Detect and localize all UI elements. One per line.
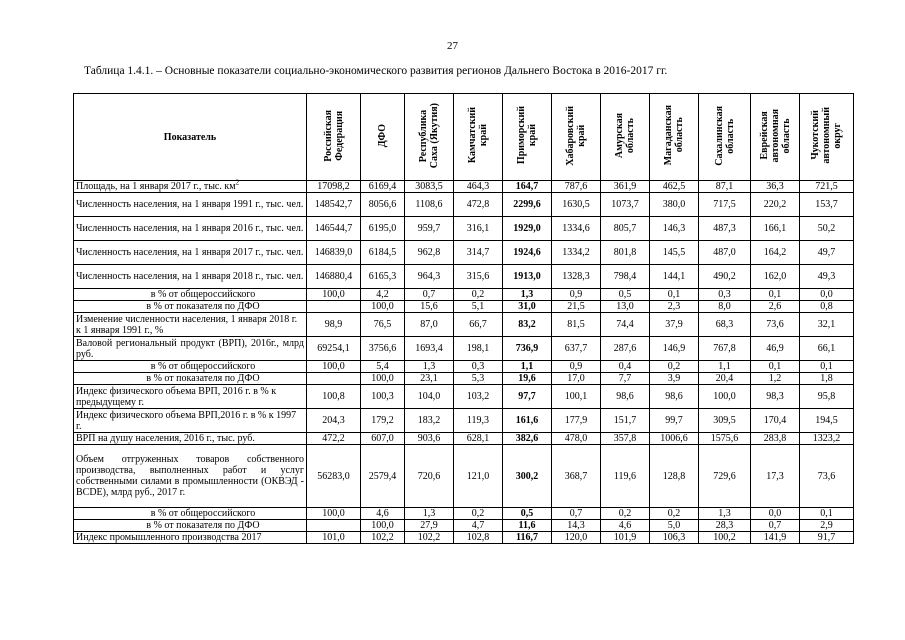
- table-cell: 1073,7: [601, 193, 650, 217]
- table-row: [74, 520, 854, 532]
- table-cell: 183,2: [405, 409, 454, 433]
- table-cell: 15,6: [405, 301, 454, 313]
- table-cell: 607,0: [361, 433, 405, 445]
- table-cell: 4,2: [361, 289, 405, 301]
- table-row: [74, 181, 854, 193]
- table-cell: 382,6: [503, 433, 552, 445]
- table-cell: 1575,6: [699, 433, 751, 445]
- row-label-text: в % от общероссийского: [150, 508, 256, 519]
- row-label-text: в % от общероссийского: [150, 289, 256, 300]
- table-cell: 36,3: [751, 181, 800, 193]
- table-cell: 628,1: [454, 433, 503, 445]
- table-cell: 717,5: [699, 193, 751, 217]
- table-cell: 73,6: [751, 313, 800, 337]
- column-header: [405, 94, 454, 181]
- column-header-label: Амурская область: [614, 112, 636, 159]
- table-cell: 119,6: [601, 445, 650, 508]
- table-row: [74, 313, 854, 337]
- table-cell: 0,5: [503, 508, 552, 520]
- row-label: [74, 217, 307, 241]
- row-label-text: Изменение численности населения, 1 января 2018 г. к 1 января 1991 г., %: [76, 313, 298, 336]
- table-cell: 2,3: [650, 301, 699, 313]
- table-cell: 141,9: [751, 532, 800, 544]
- table-cell: 472,2: [307, 433, 361, 445]
- table-cell: 0,3: [454, 361, 503, 373]
- row-label-text: в % от показателя по ДФО: [146, 373, 260, 384]
- table-row: [74, 433, 854, 445]
- table-cell: 4,6: [361, 508, 405, 520]
- table-cell: 1328,3: [552, 265, 601, 289]
- table-cell: 100,3: [361, 385, 405, 409]
- table-cell: 0,4: [601, 361, 650, 373]
- table-cell: 3756,6: [361, 337, 405, 361]
- table-cell: 1,8: [800, 373, 854, 385]
- row-label: [74, 193, 307, 217]
- table-cell: 162,0: [751, 265, 800, 289]
- table-cell: 101,0: [307, 532, 361, 544]
- table-cell: 380,0: [650, 193, 699, 217]
- table-row: [74, 532, 854, 544]
- column-header-label: Еврейская автономная область: [758, 108, 792, 163]
- page-number: 27: [447, 40, 458, 52]
- table-cell: 98,6: [650, 385, 699, 409]
- row-label: [74, 433, 307, 445]
- table-cell: 1,2: [751, 373, 800, 385]
- table-cell: 1334,2: [552, 241, 601, 265]
- column-header: [503, 94, 552, 181]
- table-cell: 805,7: [601, 217, 650, 241]
- table-cell: 104,0: [405, 385, 454, 409]
- row-label-text: Численность населения, на 1 января 1991 г., тыс. чел.: [76, 199, 304, 210]
- table-cell: 148542,7: [307, 193, 361, 217]
- table-cell: 17,3: [751, 445, 800, 508]
- table-cell: 91,7: [800, 532, 854, 544]
- table-cell: 7,7: [601, 373, 650, 385]
- table-cell: 100,0: [361, 301, 405, 313]
- table-cell: 97,7: [503, 385, 552, 409]
- table-cell: 166,1: [751, 217, 800, 241]
- table-cell: 161,6: [503, 409, 552, 433]
- table-cell: 361,9: [601, 181, 650, 193]
- table-cell: 1,3: [405, 508, 454, 520]
- row-label: [74, 313, 307, 337]
- table-cell: 736,9: [503, 337, 552, 361]
- table-row: [74, 217, 854, 241]
- table-cell: 962,8: [405, 241, 454, 265]
- table-cell: [307, 373, 361, 385]
- table-cell: 487,3: [699, 217, 751, 241]
- table-cell: 315,6: [454, 265, 503, 289]
- table-cell: 964,3: [405, 265, 454, 289]
- column-header: [751, 94, 800, 181]
- table-cell: 83,2: [503, 313, 552, 337]
- table-cell: 1929,0: [503, 217, 552, 241]
- table-body: [74, 178, 854, 544]
- table-cell: 0,0: [800, 289, 854, 301]
- table-cell: 50,2: [800, 217, 854, 241]
- table-header-row: [74, 94, 854, 181]
- table-cell: 721,5: [800, 181, 854, 193]
- table-cell: 14,3: [552, 520, 601, 532]
- column-header: [552, 94, 601, 181]
- table-row: [74, 445, 854, 508]
- table-cell: 309,5: [699, 409, 751, 433]
- table-cell: 119,3: [454, 409, 503, 433]
- table-cell: 1,3: [405, 361, 454, 373]
- table-cell: 56283,0: [307, 445, 361, 508]
- table-cell: 6184,5: [361, 241, 405, 265]
- table-cell: 0,1: [800, 508, 854, 520]
- row-label-text: Численность населения, на 1 января 2017 г., тыс. чел.: [76, 247, 304, 258]
- table-cell: 164,2: [751, 241, 800, 265]
- row-label: [74, 385, 307, 409]
- table-cell: 100,0: [361, 520, 405, 532]
- table-cell: 17098,2: [307, 181, 361, 193]
- table-cell: 19,6: [503, 373, 552, 385]
- table-cell: 903,6: [405, 433, 454, 445]
- table-cell: 0,9: [552, 361, 601, 373]
- table-cell: 37,9: [650, 313, 699, 337]
- table-cell: 49,3: [800, 265, 854, 289]
- table-cell: 31,0: [503, 301, 552, 313]
- table-cell: 1334,6: [552, 217, 601, 241]
- table-cell: 103,2: [454, 385, 503, 409]
- table-cell: 116,7: [503, 532, 552, 544]
- table-cell: 146544,7: [307, 217, 361, 241]
- table-cell: 100,8: [307, 385, 361, 409]
- row-label: [74, 178, 307, 193]
- table-cell: 0,2: [454, 508, 503, 520]
- table-cell: 151,7: [601, 409, 650, 433]
- column-header: [361, 94, 405, 181]
- table-cell: 637,7: [552, 337, 601, 361]
- table-cell: 2,9: [800, 520, 854, 532]
- column-header-label: Камчатский край: [467, 107, 489, 164]
- table-cell: 32,1: [800, 313, 854, 337]
- table-cell: 767,8: [699, 337, 751, 361]
- row-label: [74, 337, 307, 361]
- table-cell: 74,4: [601, 313, 650, 337]
- table-cell: 0,7: [552, 508, 601, 520]
- table-cell: 1108,6: [405, 193, 454, 217]
- column-header-label: Чукотский автономный округ: [810, 107, 843, 164]
- table-cell: 0,1: [751, 289, 800, 301]
- table-cell: 101,9: [601, 532, 650, 544]
- table-cell: 0,7: [405, 289, 454, 301]
- table-cell: 177,9: [552, 409, 601, 433]
- table-cell: 27,9: [405, 520, 454, 532]
- table-row: [74, 241, 854, 265]
- table-cell: 164,7: [503, 181, 552, 193]
- table-cell: 0,2: [650, 508, 699, 520]
- table-cell: 3083,5: [405, 181, 454, 193]
- table-cell: [307, 301, 361, 313]
- table-cell: 0,5: [601, 289, 650, 301]
- table-cell: 368,7: [552, 445, 601, 508]
- table-cell: 100,0: [699, 385, 751, 409]
- table-cell: 146839,0: [307, 241, 361, 265]
- table-cell: 472,8: [454, 193, 503, 217]
- table-cell: 23,1: [405, 373, 454, 385]
- table-cell: 46,9: [751, 337, 800, 361]
- table-cell: 5,0: [650, 520, 699, 532]
- table-cell: 1,3: [503, 289, 552, 301]
- table-cell: 316,1: [454, 217, 503, 241]
- column-header: [650, 94, 699, 181]
- table-cell: 283,8: [751, 433, 800, 445]
- table-row: [74, 289, 854, 301]
- table-cell: 153,7: [800, 193, 854, 217]
- table-cell: 0,2: [454, 289, 503, 301]
- table-row: [74, 361, 854, 373]
- table-cell: 98,6: [601, 385, 650, 409]
- table-cell: 4,7: [454, 520, 503, 532]
- table-row: [74, 508, 854, 520]
- table-cell: 49,7: [800, 241, 854, 265]
- row-label-text: Численность населения, на 1 января 2018 г., тыс. чел.: [76, 271, 304, 282]
- table-cell: 798,4: [601, 265, 650, 289]
- column-header: [601, 94, 650, 181]
- table-cell: 959,7: [405, 217, 454, 241]
- table-cell: 0,1: [800, 361, 854, 373]
- table-cell: 95,8: [800, 385, 854, 409]
- row-label-text: Индекс физического объема ВРП,2016 г. в % к 1997 г.: [76, 409, 297, 432]
- table-cell: 287,6: [601, 337, 650, 361]
- table-cell: 106,3: [650, 532, 699, 544]
- table-cell: 11,6: [503, 520, 552, 532]
- table-cell: 0,1: [751, 361, 800, 373]
- row-label: [74, 520, 307, 532]
- column-header-label: Приморский край: [516, 106, 538, 165]
- row-label: [74, 241, 307, 265]
- table-cell: 5,4: [361, 361, 405, 373]
- table-cell: 462,5: [650, 181, 699, 193]
- table-cell: 6165,3: [361, 265, 405, 289]
- table-cell: 0,3: [699, 289, 751, 301]
- table-cell: 98,9: [307, 313, 361, 337]
- row-label-text: Численность населения, на 1 января 2016 г., тыс. чел.: [76, 223, 304, 234]
- indicators-table: [73, 93, 854, 544]
- table-row: [74, 409, 854, 433]
- unit-superscript: 2: [235, 178, 240, 187]
- table-cell: 13,0: [601, 301, 650, 313]
- table-cell: 100,0: [361, 373, 405, 385]
- table-cell: 2299,6: [503, 193, 552, 217]
- table-cell: 8,0: [699, 301, 751, 313]
- table-cell: 1913,0: [503, 265, 552, 289]
- table-cell: 120,0: [552, 532, 601, 544]
- table-cell: 145,5: [650, 241, 699, 265]
- table-cell: 0,9: [552, 289, 601, 301]
- table-cell: 21,5: [552, 301, 601, 313]
- row-label: [74, 301, 307, 313]
- table-cell: 1323,2: [800, 433, 854, 445]
- table-cell: 5,1: [454, 301, 503, 313]
- table-cell: 146880,4: [307, 265, 361, 289]
- column-header-label: Российская Федерация: [322, 109, 345, 162]
- table-cell: 3,9: [650, 373, 699, 385]
- indicator-header: Показатель: [74, 94, 307, 181]
- table-cell: 20,4: [699, 373, 751, 385]
- table-cell: 487,0: [699, 241, 751, 265]
- table-cell: 0,0: [751, 508, 800, 520]
- table-cell: 1630,5: [552, 193, 601, 217]
- table-cell: 68,3: [699, 313, 751, 337]
- table-cell: 8056,6: [361, 193, 405, 217]
- column-header-label: Республика Саха (Якутия): [418, 102, 440, 169]
- column-header: [800, 94, 854, 181]
- table-cell: 98,3: [751, 385, 800, 409]
- table-cell: 357,8: [601, 433, 650, 445]
- table-caption: Таблица 1.4.1. – Основные показатели социально-экономического развития регионов Дальнего Востока в 2016-2017 гг.: [84, 65, 668, 77]
- table-cell: 5,3: [454, 373, 503, 385]
- row-label-text: Индекс физического объема ВРП, 2016 г. в % к предыдущему г.: [76, 385, 277, 408]
- table-cell: [307, 520, 361, 532]
- row-label-text: в % от показателя по ДФО: [146, 301, 260, 312]
- table-cell: 170,4: [751, 409, 800, 433]
- row-label-text: Валовой региональный продукт (ВРП), 2016г., млрд руб.: [76, 337, 304, 360]
- row-label: [74, 373, 307, 385]
- table-cell: 76,5: [361, 313, 405, 337]
- table-cell: 1006,6: [650, 433, 699, 445]
- table-cell: 1,1: [699, 361, 751, 373]
- table-cell: 87,1: [699, 181, 751, 193]
- table-cell: 87,0: [405, 313, 454, 337]
- row-label: [74, 361, 307, 373]
- table-cell: 66,7: [454, 313, 503, 337]
- column-header-label: ДФО: [377, 123, 388, 148]
- table-cell: 194,5: [800, 409, 854, 433]
- table-cell: 787,6: [552, 181, 601, 193]
- table-row: [74, 265, 854, 289]
- table-cell: 0,2: [601, 508, 650, 520]
- column-header: [307, 94, 361, 181]
- row-label-text: в % от показателя по ДФО: [146, 520, 260, 531]
- table-cell: 720,6: [405, 445, 454, 508]
- table-cell: 478,0: [552, 433, 601, 445]
- table-cell: 146,3: [650, 217, 699, 241]
- row-label: [74, 508, 307, 520]
- column-header-label: Магаданская область: [663, 105, 685, 166]
- table-cell: 102,2: [405, 532, 454, 544]
- table-cell: 81,5: [552, 313, 601, 337]
- table-cell: 69254,1: [307, 337, 361, 361]
- column-header: [699, 94, 751, 181]
- table-cell: 2,6: [751, 301, 800, 313]
- table-cell: 28,3: [699, 520, 751, 532]
- table-cell: 220,2: [751, 193, 800, 217]
- table-cell: 0,1: [650, 289, 699, 301]
- table-cell: 6169,4: [361, 181, 405, 193]
- table-cell: 100,1: [552, 385, 601, 409]
- table-cell: 729,6: [699, 445, 751, 508]
- row-label-text: Индекс промышленного производства 2017: [76, 532, 262, 543]
- table-cell: 4,6: [601, 520, 650, 532]
- table-cell: 144,1: [650, 265, 699, 289]
- row-label-text: Площадь, на 1 января 2017 г., тыс. км: [76, 181, 236, 192]
- row-label-text: ВРП на душу населения, 2016 г., тыс. руб.: [76, 433, 255, 444]
- row-label: [74, 409, 307, 433]
- table-row: [74, 337, 854, 361]
- table-cell: 1693,4: [405, 337, 454, 361]
- table-cell: 464,3: [454, 181, 503, 193]
- table-cell: 66,1: [800, 337, 854, 361]
- table-cell: 0,8: [800, 301, 854, 313]
- table-cell: 1924,6: [503, 241, 552, 265]
- table-cell: 2579,4: [361, 445, 405, 508]
- table-cell: 99,7: [650, 409, 699, 433]
- table-cell: 17,0: [552, 373, 601, 385]
- table-cell: 100,0: [307, 508, 361, 520]
- table-cell: 73,6: [800, 445, 854, 508]
- table-cell: 100,2: [699, 532, 751, 544]
- row-label: [74, 265, 307, 289]
- table-cell: 801,8: [601, 241, 650, 265]
- table-cell: 1,3: [699, 508, 751, 520]
- table-cell: 0,2: [650, 361, 699, 373]
- row-label: [74, 532, 307, 544]
- column-header-label: Хабаровский край: [565, 105, 587, 166]
- table-row: [74, 385, 854, 409]
- table-cell: 204,3: [307, 409, 361, 433]
- table-cell: 100,0: [307, 361, 361, 373]
- table-cell: 314,7: [454, 241, 503, 265]
- table-cell: 1,1: [503, 361, 552, 373]
- table-cell: 102,8: [454, 532, 503, 544]
- table-cell: 128,8: [650, 445, 699, 508]
- row-label-text: в % от общероссийского: [150, 361, 256, 372]
- table-cell: 0,7: [751, 520, 800, 532]
- column-header-label: Сахалинская область: [713, 105, 736, 166]
- row-label-text: Объем отгруженных товаров собственного производства, выполненных работ и услуг собственными силами в промышленности (ОКВЭД - BCDE), млрд руб., 2017 г.: [76, 454, 304, 498]
- table-cell: 198,1: [454, 337, 503, 361]
- row-label: [74, 289, 307, 301]
- table-row: [74, 373, 854, 385]
- table-row: [74, 193, 854, 217]
- table-row: [74, 301, 854, 313]
- table-cell: 6195,0: [361, 217, 405, 241]
- table-cell: 179,2: [361, 409, 405, 433]
- table-cell: 102,2: [361, 532, 405, 544]
- table-cell: 100,0: [307, 289, 361, 301]
- table-cell: 146,9: [650, 337, 699, 361]
- table-cell: 121,0: [454, 445, 503, 508]
- table-cell: 300,2: [503, 445, 552, 508]
- column-header: [454, 94, 503, 181]
- row-label: [74, 445, 307, 508]
- table-cell: 490,2: [699, 265, 751, 289]
